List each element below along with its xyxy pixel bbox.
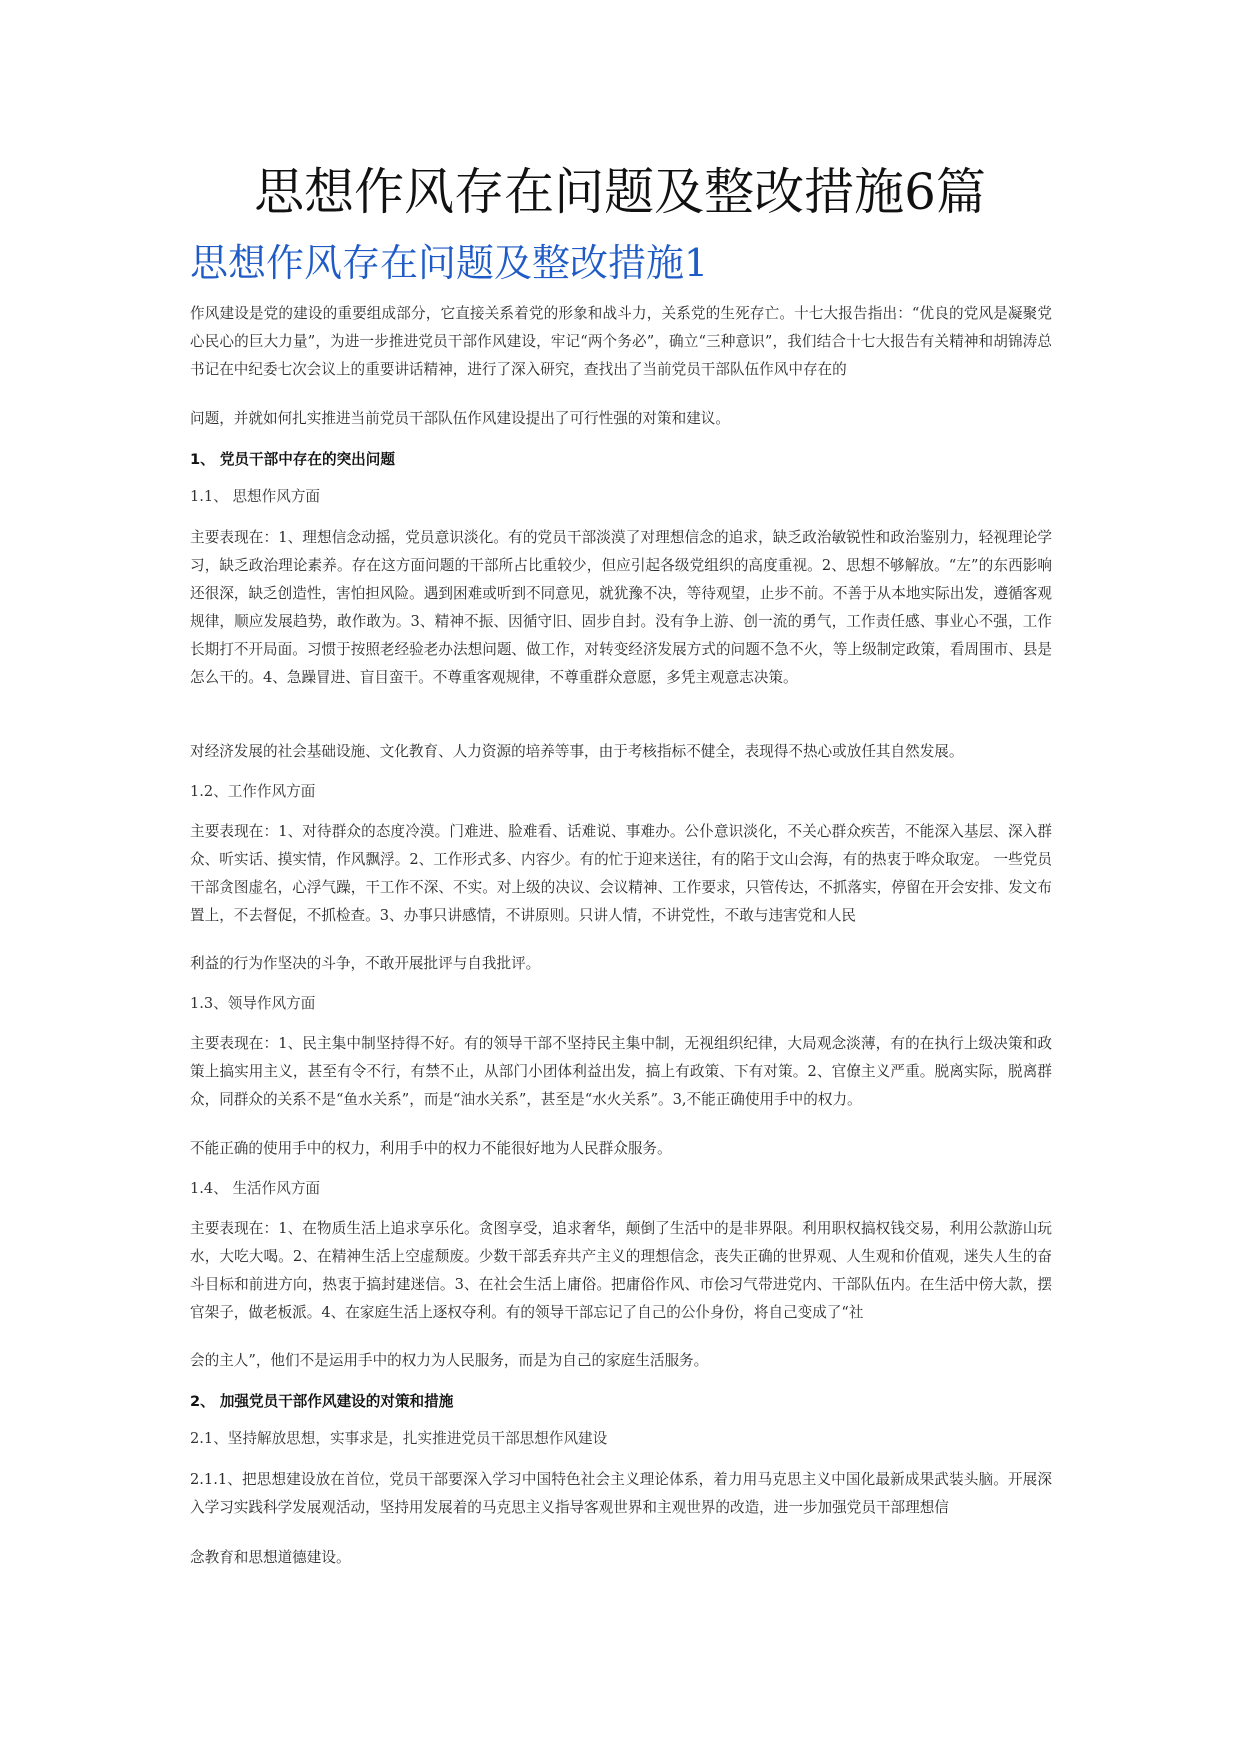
section-1-3-paragraph: 主要表现在：1、民主集中制坚持得不好。有的领导干部不坚持民主集中制，无视组织纪律，大局观念淡薄，有的在执行上级决策和政策上搞实用主义，甚至有令不行，有禁不止，从部门小团体利益出发，搞上有政策、下有对策。2、官僚主义严重。脱离实际，脱离群众，同群众的关系不是“鱼水关系”，而是“油水关系”，甚至是“水火关系”。3,不能正确使用手中的权力。 [190,1035,1052,1108]
section-2-1-label: 2.1、坚持解放思想，实事求是，扎实推进党员干部思想作风建设 [190,1430,608,1447]
section-1-heading: 1、 党员干部中存在的突出问题 [190,451,395,468]
section-1-3-label: 1.3、领导作风方面 [190,995,316,1012]
document-title: 思想作风存在问题及整改措施6篇 [254,163,986,221]
section-1-1-paragraph: 主要表现在：1、理想信念动摇，党员意识淡化。有的党员干部淡漠了对理想信念的追求，缺乏政治敏锐性和政治鉴别力，轻视理论学习，缺乏政治理论素养。存在这方面问题的干部所占比重较少，但应引起各级党组织的高度重视。2、思想不够解放。“左”的东西影响还很深，缺乏创造性，害怕担风险。遇到困难或听到不同意见，就犹豫不决，等待观望，止步不前。不善于从本地实际出发，遵循客观规律，顺应发展趋势，敢作敢为。3、精神不振、因循守旧、固步自封。没有争上游、创一流的勇气，工作责任感、事业心不强，工作长期打不开局面。习惯于按照老经验老办法想问题、做工作，对转变经济发展方式的问题不急不火，等上级制定政策，看周围市、县是怎么干的。4、急躁冒进、盲目蛮干。不尊重客观规律，不尊重群众意愿，多凭主观意志决策。 [190,529,1052,686]
section-1-2-paragraph-continued: 利益的行为作坚决的斗争，不敢开展批评与自我批评。 [190,955,541,972]
section-1-3-paragraph-2: 不能正确的使用手中的权力，利用手中的权力不能很好地为人民群众服务。 [190,1140,672,1157]
section-2-1-1-paragraph: 2.1.1、把思想建设放在首位，党员干部要深入学习中国特色社会主义理论体系，着力用马克思主义中国化最新成果武装头脑。开展深入学习实践科学发展观活动，坚持用发展着的马克思主义指导客观世界和主观世界的改造，进一步加强党员干部理想信 [190,1471,1052,1516]
section-1-4-paragraph: 主要表现在：1、在物质生活上追求享乐化。贪图享受，追求奢华，颠倒了生活中的是非界限。利用职权搞权钱交易，利用公款游山玩水，大吃大喝。2、在精神生活上空虚颓废。少数干部丢弃共产主义的理想信念，丧失正确的世界观、人生观和价值观，迷失人生的奋斗目标和前进方向，热衷于搞封建迷信。3、在社会生活上庸俗。把庸俗作风、市侩习气带进党内、干部队伍内。在生活中傍大款，摆官架子，做老板派。4、在家庭生活上逐权夺利。有的领导干部忘记了自己的公仆身份，将自己变成了“社 [190,1220,1052,1321]
section-1-4-label: 1.4、 生活作风方面 [190,1180,321,1197]
section-1-2-label: 1.2、工作作风方面 [190,783,316,800]
section-1-2-paragraph: 主要表现在：1、对待群众的态度冷漠。门难进、脸难看、话难说、事难办。公仆意识淡化，不关心群众疾苦，不能深入基层、深入群众、听实话、摸实情，作风飘浮。2、工作形式多、内容少。有的忙于迎来送往，有的陷于文山会海，有的热衷于哗众取宠。 一些党员干部贪图虚名，心浮气躁，干工作不深、不实。对上级的决议、会议精神、工作要求，只管传达，不抓落实，停留在开会安排、发文布置上，不去督促，不抓检查。3、办事只讲感情，不讲原则。只讲人情，不讲党性，不敢与违害党和人民 [190,823,1052,924]
section-2-1-1-paragraph-continued: 念教育和思想道德建设。 [190,1549,351,1566]
section-1-1-label: 1.1、 思想作风方面 [190,488,321,505]
section-1-1-paragraph-2: 对经济发展的社会基础设施、文化教育、人力资源的培养等事，由于考核指标不健全，表现得不热心或放任其自然发展。 [190,743,964,760]
intro-paragraph-continued: 问题，并就如何扎实推进当前党员干部队伍作风建设提出了可行性强的对策和建议。 [190,410,730,427]
article-subtitle: 思想作风存在问题及整改措施1 [190,241,709,285]
section-2-heading: 2、 加强党员干部作风建设的对策和措施 [190,1393,454,1410]
intro-paragraph: 作风建设是党的建设的重要组成部分，它直接关系着党的形象和战斗力，关系党的生死存亡。十七大报告指出：“优良的党风是凝聚党心民心的巨大力量”，为进一步推进党员干部作风建设，牢记“两个务必”，确立“三种意识”，我们结合十七大报告有关精神和胡锦涛总书记在中纪委七次会议上的重要讲话精神，进行了深入研究，查找出了当前党员干部队伍作风中存在的 [190,305,1052,378]
section-1-4-paragraph-continued: 会的主人”，他们不是运用手中的权力为人民服务，而是为自己的家庭生活服务。 [190,1352,709,1369]
